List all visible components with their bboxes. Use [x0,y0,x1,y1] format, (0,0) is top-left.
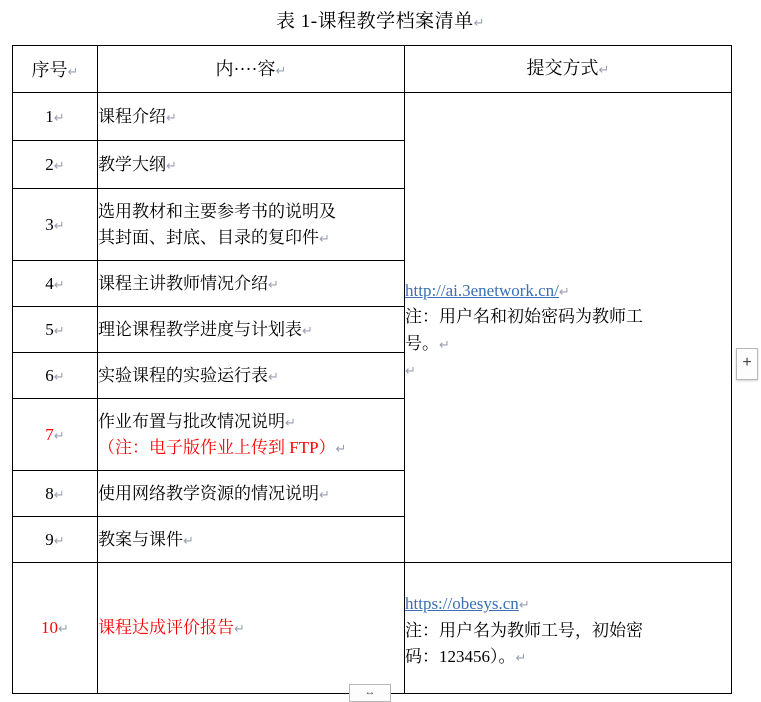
submit-empty-line [405,357,731,383]
row-content-text: 使用网络教学资源的情况说明 [98,483,319,503]
course-archive-table [12,45,732,694]
paragraph-mark-icon: ↵ [53,109,65,125]
row-number-cell [13,307,98,353]
row-number-cell [13,141,98,189]
row-content-cell [98,517,405,563]
row-content-text: 课程主讲教师情况介绍 [98,273,268,293]
row-number: 9 [45,529,54,549]
row-number: 8 [45,483,54,503]
header-content-label: 内····容 [215,58,276,79]
row-content-note [98,435,404,461]
paragraph-mark-icon: ↵ [268,368,279,384]
submit-link-line-2 [405,591,731,617]
submit-link-line-1 [405,278,731,304]
paragraph-mark-icon: ↵ [319,486,330,502]
row-number-cell [13,517,98,563]
paragraph-mark-icon: ↵ [166,109,177,125]
paragraph-mark-icon: ↵ [319,230,330,246]
paragraph-mark-icon: ↵ [302,322,313,338]
row-content-text: 理论课程教学进度与计划表 [98,319,302,339]
row-number: 6 [45,365,54,385]
table-row [13,93,732,141]
row-content-note-inner: （注：电子版作业上传到 FTP） [98,437,336,457]
row-number: 2 [45,154,54,174]
row-content-text: 教案与课件 [98,529,183,549]
row-content-cell [98,307,405,353]
header-cell-no [13,46,98,93]
submit-note-line-2 [405,331,731,357]
paragraph-mark-icon: ↵ [558,283,570,299]
paragraph-mark-icon: ↵ [335,440,347,456]
row-content-cell [98,189,405,261]
row-number-cell [13,189,98,261]
row-number-cell [13,471,98,517]
submit-note-line-1: 注：用户名和初始密码为教师工 [405,307,643,327]
paragraph-mark-icon: ↵ [53,217,65,233]
paragraph-mark-icon: ↵ [183,532,194,548]
paragraph-mark-icon: ↵ [53,486,65,502]
row-number: 10 [41,618,59,637]
row-content-text [98,409,404,435]
paragraph-mark-icon: ↵ [53,427,65,443]
paragraph-mark-icon: ↵ [285,415,296,430]
page-title [0,6,761,33]
paragraph-mark-icon: ↵ [518,597,530,613]
row-number: 4 [45,273,54,293]
row-number-cell [13,399,98,471]
submit-note-line-2-text: 号。 [405,333,439,353]
add-row-handle-button[interactable]: + [736,348,758,380]
submit-method-cell-group-2 [405,563,732,694]
row-content-text-inner: 作业布置与批改情况说明 [98,412,285,431]
row-number: 5 [45,319,54,339]
paragraph-mark-icon: ↵ [268,276,279,292]
paragraph-mark-icon: ↵ [53,368,65,384]
paragraph-mark-icon: ↵ [166,157,177,173]
row-content-cell [98,471,405,517]
obesys-link[interactable]: https://obesys.cn [405,594,519,614]
row-content-cell [98,141,405,189]
submit-group-1-body [405,272,731,383]
row-content-text: 实验课程的实验运行表 [98,365,268,385]
row-number-cell [13,261,98,307]
obe-platform-link[interactable]: http://ai.3enetwork.cn/ [405,280,559,300]
row-number: 7 [45,424,54,444]
submit-note-line-4-text: 码：123456）。 [405,647,516,667]
row-content-cell [98,353,405,399]
column-resize-handle[interactable]: ↔ [349,684,391,702]
table-header-row [13,46,732,93]
paragraph-mark-icon: ↵ [473,15,485,30]
row-content-cell [98,563,405,694]
paragraph-mark-icon: ↵ [405,362,416,378]
row-content-cell [98,399,405,471]
header-cell-submit [405,46,732,93]
paragraph-mark-icon: ↵ [53,322,65,338]
row-content-text: 课程介绍 [98,106,166,126]
paragraph-mark-icon: ↵ [53,532,65,548]
row-content-text: 教学大纲 [98,154,166,174]
page-title-text: 表 1-课程教学档案清单 [276,11,474,32]
row-content-text-2-inner: 其封面、封底、目录的复印件 [98,227,319,247]
paragraph-mark-icon: ↵ [58,621,69,636]
header-no-label: 序号 [31,60,68,80]
row-number: 3 [45,214,54,234]
row-content-text: 选用教材和主要参考书的说明及 [98,202,336,221]
table-row [13,563,732,694]
row-content-text: 课程达成评价报告 [98,618,234,638]
header-submit-label: 提交方式 [526,58,599,79]
row-number-cell [13,563,98,694]
paragraph-mark-icon: ↵ [598,62,610,78]
paragraph-mark-icon: ↵ [67,64,79,79]
row-content-cell [98,261,405,307]
paragraph-mark-icon: ↵ [439,336,450,352]
row-number-cell [13,93,98,141]
paragraph-mark-icon: ↵ [53,276,65,292]
header-cell-content [98,46,405,93]
submit-note-line-4 [405,644,731,670]
paragraph-mark-icon: ↵ [53,157,65,173]
row-number-cell [13,353,98,399]
paragraph-mark-icon: ↵ [515,650,527,666]
row-content-cell [98,93,405,141]
row-number: 1 [45,106,54,126]
row-content-text-2 [98,225,404,251]
paragraph-mark-icon: ↵ [275,62,287,78]
submit-method-cell-group-1 [405,93,732,563]
submit-note-line-3: 注：用户名为教师工号，初始密 [405,620,643,640]
paragraph-mark-icon: ↵ [234,621,245,637]
submit-group-2-body [405,585,731,670]
